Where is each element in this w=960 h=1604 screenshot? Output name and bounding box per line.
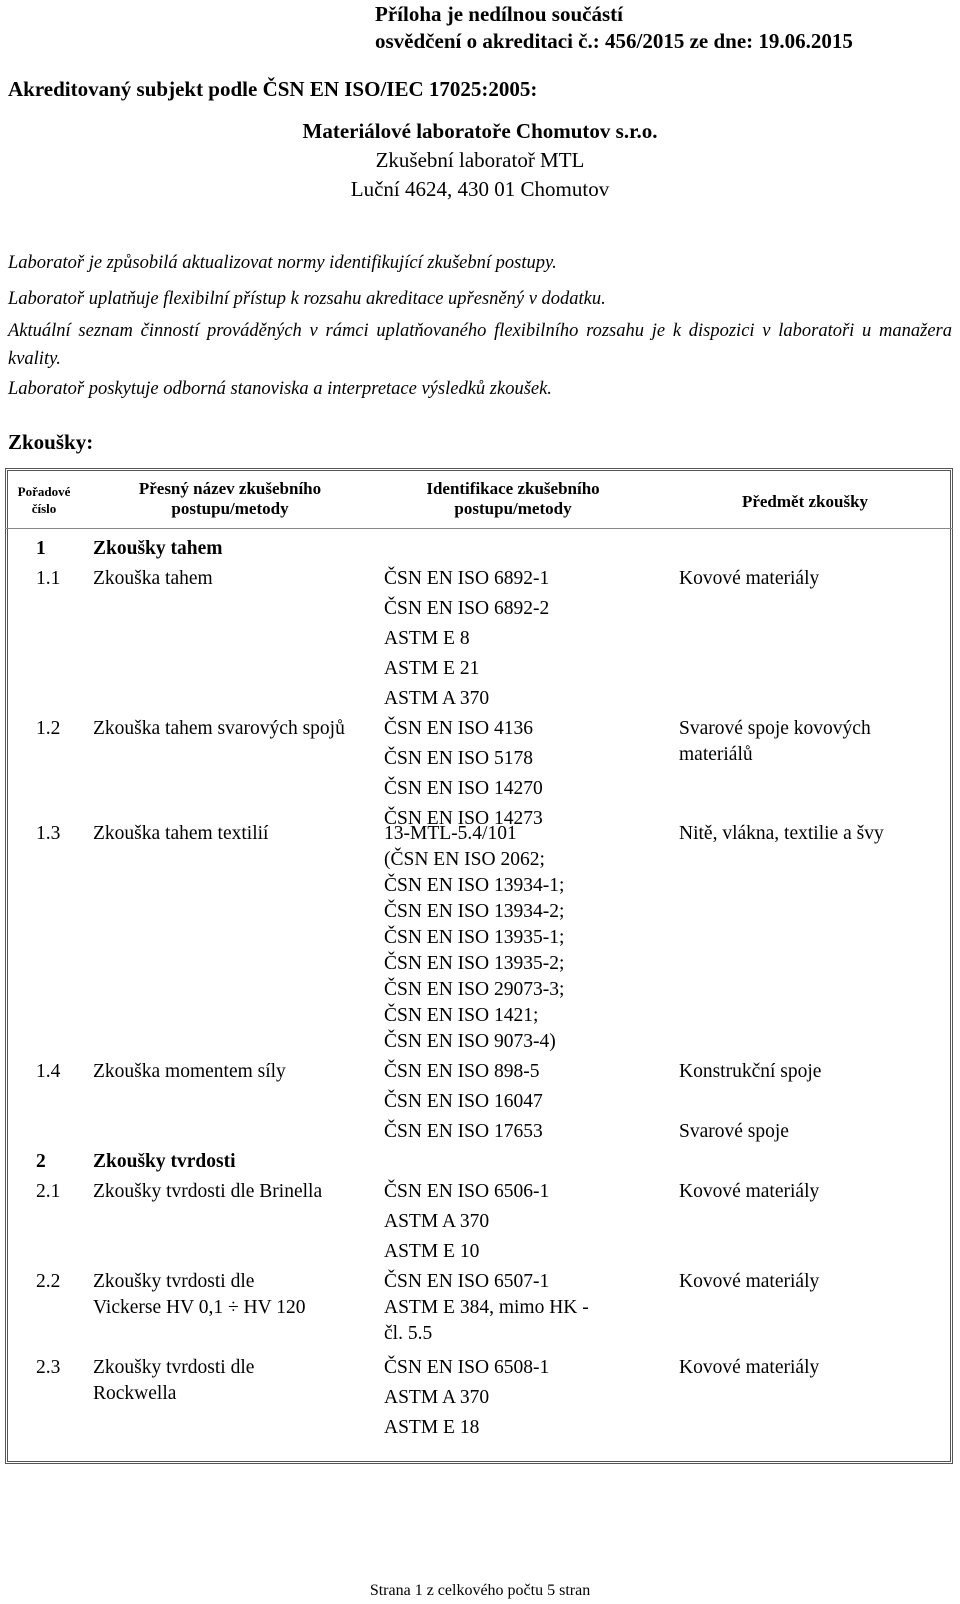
row-method-name: Zkouška momentem síly bbox=[93, 1061, 286, 1082]
column-header-name: Přesný název zkušebního postupu/metody bbox=[138, 479, 322, 518]
section-title: Zkoušky tvrdosti bbox=[93, 1151, 236, 1172]
section-title: Zkoušky tahem bbox=[93, 538, 223, 559]
row-method-ident: ČSN EN ISO 6507-1 ASTM E 384, mimo HK - čl. 5.5 bbox=[384, 1271, 589, 1344]
row-test-subject: Kovové materiály bbox=[679, 1181, 820, 1202]
row-method-ident: ČSN EN ISO 898-5 ČSN EN ISO 16047 ČSN EN ISO 17653 bbox=[384, 1061, 543, 1142]
note-2: Laboratoř uplatňuje flexibilní přístup k rozsahu akreditace upřesněný v dodatku. bbox=[8, 289, 606, 309]
row-number: 1.4 bbox=[36, 1061, 61, 1082]
row-test-subject: Konstrukční spoje bbox=[679, 1061, 822, 1082]
row-number: 2.2 bbox=[36, 1271, 61, 1292]
section-number: 2 bbox=[36, 1151, 46, 1172]
table-header-divider bbox=[5, 528, 953, 529]
row-method-name: Zkouška tahem svarových spojů bbox=[93, 718, 345, 739]
row-method-name: Zkoušky tvrdosti dle Vickerse HV 0,1 ÷ HV 120 bbox=[93, 1271, 306, 1318]
page-footer: Strana 1 z celkového počtu 5 stran bbox=[369, 1582, 591, 1599]
row-test-subject-secondary: Svarové spoje bbox=[679, 1121, 789, 1142]
annex-note-line1: Příloha je nedílnou součástí bbox=[375, 2, 623, 26]
tests-title: Zkoušky: bbox=[8, 430, 94, 454]
note-1: Laboratoř je způsobilá aktualizovat normy identifikující zkušební postupy. bbox=[8, 253, 557, 273]
section-number: 1 bbox=[36, 538, 46, 559]
column-header-order: Pořadové číslo bbox=[17, 484, 71, 516]
row-method-ident: ČSN EN ISO 6506-1 ASTM A 370 ASTM E 10 bbox=[384, 1181, 550, 1262]
row-number: 1.1 bbox=[36, 568, 61, 589]
row-method-ident: ČSN EN ISO 6508-1 ASTM A 370 ASTM E 18 bbox=[384, 1357, 550, 1438]
accredited-subject-label: Akreditovaný subjekt podle ČSN EN ISO/IEC 17025:2005: bbox=[8, 77, 538, 101]
row-method-ident: ČSN EN ISO 4136 ČSN EN ISO 5178 ČSN EN ISO 14270 ČSN EN ISO 14273 bbox=[384, 718, 543, 829]
row-method-name: Zkoušky tvrdosti dle Brinella bbox=[93, 1181, 323, 1202]
row-test-subject: Kovové materiály bbox=[679, 1271, 820, 1292]
note-3: Aktuální seznam činností prováděných v rámci uplatňovaného flexibilního rozsahu je k dispozici v laboratoři u manažera kvality. bbox=[8, 321, 952, 369]
annex-note-line2: osvědčení o akreditaci č.: 456/2015 ze dne: 19.06.2015 bbox=[375, 29, 853, 53]
lab-name: Materiálové laboratoře Chomutov s.r.o. bbox=[302, 119, 658, 143]
column-header-ident: Identifikace zkušebního postupu/metody bbox=[426, 479, 600, 518]
row-test-subject: Svarové spoje kovových materiálů bbox=[679, 718, 871, 765]
row-method-name: Zkouška tahem textilií bbox=[93, 823, 269, 844]
row-test-subject: Nitě, vlákna, textilie a švy bbox=[679, 823, 884, 844]
row-method-ident: 13-MTL-5.4/101 (ČSN EN ISO 2062; ČSN EN ISO 13934-1; ČSN EN ISO 13934-2; ČSN EN ISO 13935-1; ČSN EN ISO 13935-2; ČSN EN ISO 29073-3; ČSN EN ISO 1421; ČSN EN ISO 9073-4) bbox=[384, 823, 565, 1052]
row-test-subject: Kovové materiály bbox=[679, 1357, 820, 1378]
row-method-ident: ČSN EN ISO 6892-1 ČSN EN ISO 6892-2 ASTM E 8 ASTM E 21 ASTM A 370 bbox=[384, 568, 550, 709]
row-number: 2.3 bbox=[36, 1357, 61, 1378]
lab-unit: Zkušební laboratoř MTL bbox=[375, 148, 585, 172]
row-number: 1.2 bbox=[36, 718, 61, 739]
column-header-subject: Předmět zkoušky bbox=[741, 492, 869, 511]
row-test-subject: Kovové materiály bbox=[679, 568, 820, 589]
row-method-name: Zkouška tahem bbox=[93, 568, 213, 589]
row-method-name: Zkoušky tvrdosti dle Rockwella bbox=[93, 1357, 255, 1404]
note-4: Laboratoř poskytuje odborná stanoviska a interpretace výsledků zkoušek. bbox=[8, 379, 552, 399]
row-number: 2.1 bbox=[36, 1181, 61, 1202]
row-number: 1.3 bbox=[36, 823, 61, 844]
lab-address: Luční 4624, 430 01 Chomutov bbox=[350, 177, 610, 201]
